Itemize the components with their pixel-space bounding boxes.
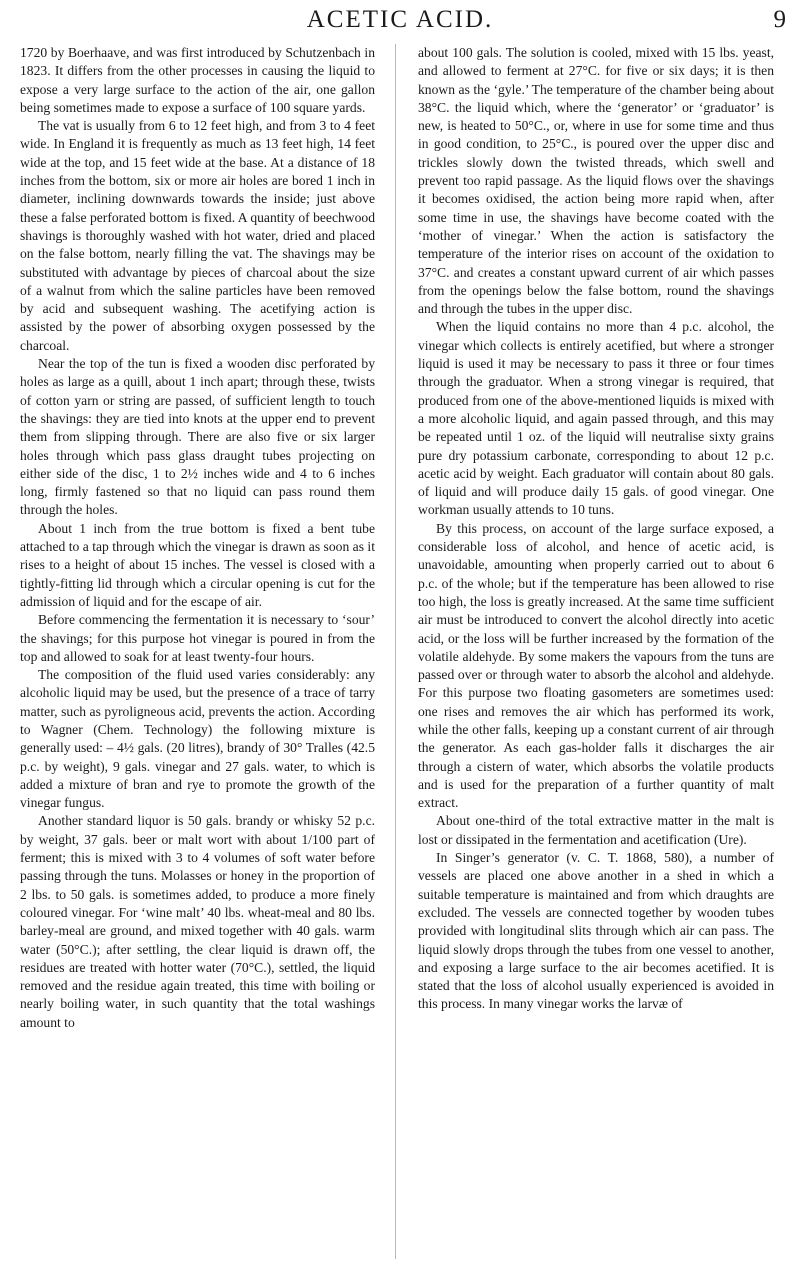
page-number: 9: [773, 6, 786, 33]
paragraph: Near the top of the tun is fixed a wooden disc perforated by holes as large as a quill, about 1 inch apart; through these, twists of cotton yarn or string are passed, of sufficient length to touch the shavings: they are tied into knots at the upper end to prevent them from slipping through. There are also five or six larger holes through which pass glass draught tubes projecting on either side of the disc, 1 to 2½ inches wide and 4 to 6 inches long, firmly fastened so that no liquid can pass round them through the holes.: [20, 356, 375, 518]
left-column: [20, 44, 375, 1032]
page-header: [0, 4, 800, 38]
paragraph: The vat is usually from 6 to 12 feet high, and from 3 to 4 feet wide. In England it is frequently as much as 13 feet high, 14 feet wide at the top, and 15 feet wide at the base. At a distance of 18 inches from the bottom, six or more air holes are bored 1 inch in diameter, inclining downwards towards the inside; just above these a false perforated bottom is fixed. A quantity of beechwood shavings is thoroughly washed with hot water, dried and placed on the false bottom, nearly filling the vat. The shavings may be substituted with advantage by pieces of charcoal about the size of a walnut from which the saline particles have been removed by acid and subsequent washing. The acetifying action is assisted by the power of absorbing oxygen possessed by the charcoal.: [20, 118, 375, 353]
paragraph: Another standard liquor is 50 gals. brandy or whisky 52 p.c. by weight, 37 gals. beer or malt wort with about 1/100 part of ferment; this is mixed with 3 to 4 volumes of soft water before passing through the tuns. Molasses or honey in the proportion of 2 lbs. to 50 gals. is sometimes added, to produce a more finely coloured vinegar. For ‘wine malt’ 40 lbs. wheat-meal and 80 lbs. barley-meal are ground, and mixed together with 40 gals. warm water (50°C.); after settling, the clear liquid is drawn off, the residues are treated with hotter water (70°C.), settled, the liquid removed and the residue again treated, this time with boiling or nearly boiling water, in such quantity that the total washings amount to: [20, 813, 375, 1030]
paragraph: When the liquid contains no more than 4 p.c. alcohol, the vinegar which collects is entirely acetified, but where a stronger liquid is used it may be necessary to pass it three or four times through the graduator. When a strong vinegar is required, that produced from one of the above-mentioned liquids is mixed with a more alcoholic liquid, and again passed through, and this may be repeated until 1 oz. of the liquid will neutralise sixty grains pure dry potassium carbonate, corresponding to about 12 p.c. acetic acid by weight. Each graduator will contain about 80 gals. of liquid and will produce daily 15 gals. of good vinegar. One workman usually attends to 10 tuns.: [418, 319, 774, 518]
paragraph: About 1 inch from the true bottom is fixed a bent tube attached to a tap through which the vinegar is drawn as soon as it rises to a height of about 15 inches. The vessel is closed with a tightly-fitting lid through which a circular opening is cut for the admission of liquid and for the escape of air.: [20, 520, 375, 609]
column-divider: [395, 44, 396, 1259]
right-column: [418, 44, 774, 1014]
paragraph: about 100 gals. The solution is cooled, mixed with 15 lbs. yeast, and allowed to ferment at 27°C. for five or six days; it is then known as the ‘gyle.’ The temperature of the chamber being about 38°C. the liquid which, where the ‘generator’ or ‘graduator’ is new, is heated to 50°C., or, where in use for some time and thus in good condition, to 25°C., is poured over the upper disc and trickles slowly down the twisted threads, which swell and prevent too rapid passage. As the liquid flows over the shavings it becomes oxidised, the action being more rapid when, after some time in use, the shavings have become coated with the ‘mother of vinegar.’ When the action is satisfactory the temperature of the interior rises on account of the oxidation to 37°C. and creates a constant upward current of air which passes from the openings below the false bottom, round the shavings and through the tubes in the upper disc.: [418, 45, 774, 317]
paragraph: By this process, on account of the large surface exposed, a considerable loss of alcohol, and hence of acetic acid, is unavoidable, amounting when properly carried out to about 6 p.c. of the whole; but if the temperature has been allowed to rise too high, the loss is greatly increased. At the same time sufficient air must be introduced to convert the alcohol directly into acetic acid, or the loss will be further increased by the formation of the volatile aldehyde. By some makers the vapours from the tuns are passed over or through water to absorb the alcohol and aldehyde. For this purpose two floating gasometers are sometimes used: one rises and removes the air which has performed its work, while the other falls, keeping up a constant current of air through the generator. As each gas-holder falls it discharges the air through a cistern of water, which absorbs the volatile products and is used for the preparation of a further quantity of malt extract.: [418, 520, 774, 811]
paragraph: In Singer’s generator (v. C. T. 1868, 580), a number of vessels are placed one above another in a shed in which a suitable temperature is maintained and from which draughts are excluded. The vessels are connected together by wooden tubes provided with longitudinal slits through which air can pass. The liquid slowly drops through the tubes from one vessel to another, and exposing a large surface to the air becomes acetified. It is stated that the loss of alcohol usually experienced is avoided in this process. In many vinegar works the larvæ of: [418, 850, 774, 1012]
paragraph: 1720 by Boerhaave, and was first introduced by Schutzenbach in 1823. It differs from the other processes in causing the liquid to expose a very large surface to the action of the air, one gallon being sometimes made to expose a surface of 100 square yards.: [20, 45, 375, 115]
running-head: ACETIC ACID.: [306, 6, 494, 33]
paragraph: About one-third of the total extractive matter in the malt is lost or dissipated in the fermentation and acetification (Ure).: [418, 813, 774, 847]
paragraph: The composition of the fluid used varies considerably: any alcoholic liquid may be used, but the presence of a trace of tarry matter, such as pyroligneous acid, prevents the action. According to Wagner (Chem. Technology) the following mixture is generally used: – 4½ gals. (20 litres), brandy of 30° Tralles (42.5 p.c. by weight), 9 gals. vinegar and 27 gals. water, to which is added a mixture of bran and rye to promote the growth of the vinegar fungus.: [20, 667, 375, 811]
paragraph: Before commencing the fermentation it is necessary to ‘sour’ the shavings; for this purpose hot vinegar is poured in from the top and allowed to soak for at least twenty-four hours.: [20, 612, 375, 664]
